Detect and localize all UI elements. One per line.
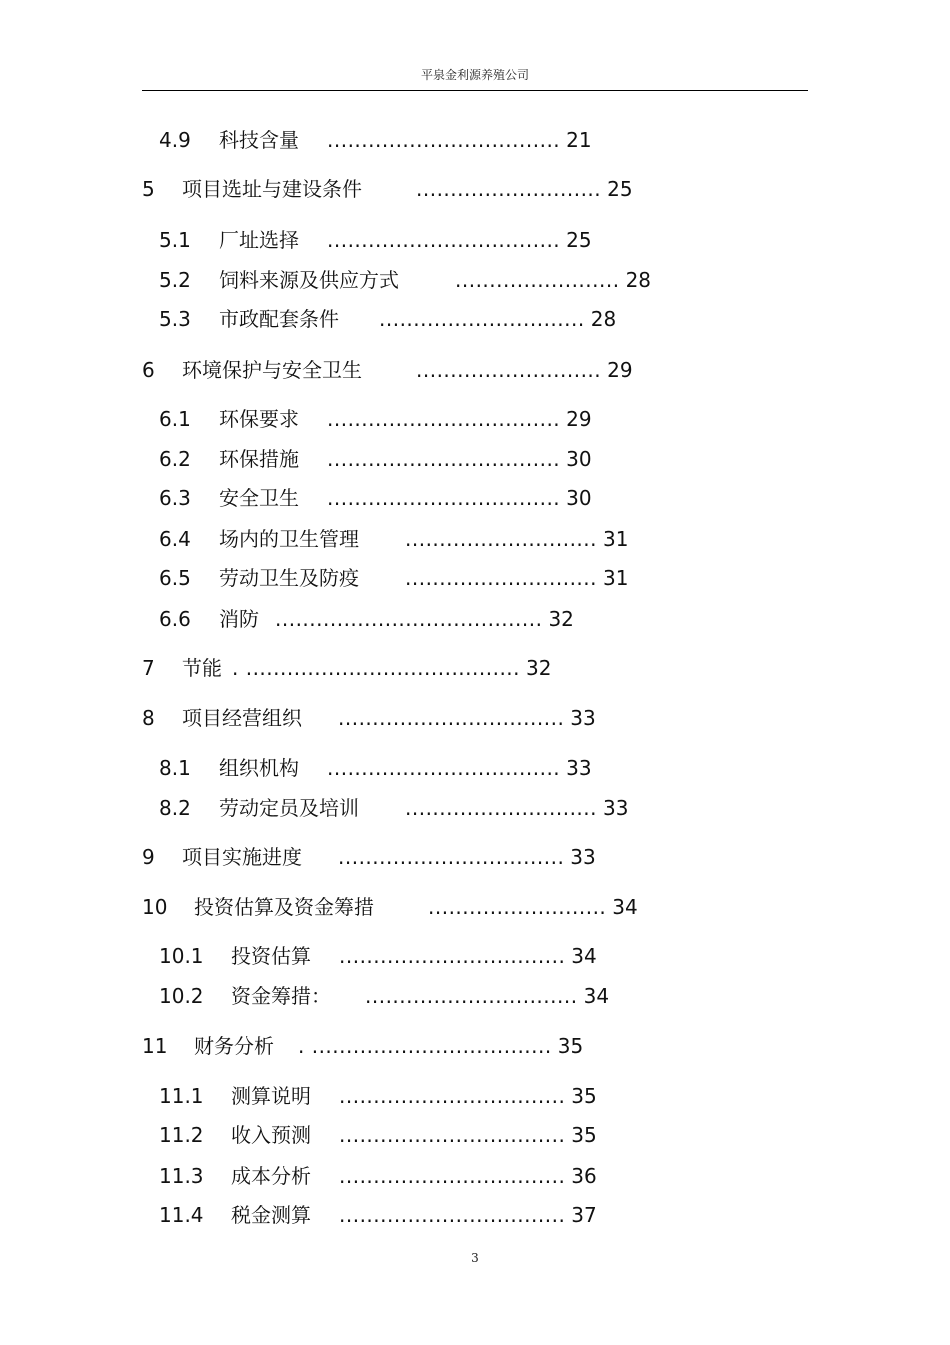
- toc-number: 6.4: [159, 527, 191, 551]
- toc-number: 11.1: [159, 1084, 204, 1108]
- toc-page: 32: [548, 607, 574, 631]
- toc-number: 5.3: [159, 307, 191, 331]
- toc-entry[interactable]: [159, 1200, 597, 1230]
- toc-title: 节能: [182, 656, 222, 680]
- toc-leader: ............................: [405, 527, 598, 551]
- toc-number: 5.1: [159, 228, 191, 252]
- toc-leader: .................................: [339, 1123, 566, 1147]
- toc-entry[interactable]: [159, 793, 628, 823]
- toc-leader: ..................................: [327, 128, 561, 152]
- toc-page: 34: [583, 984, 610, 1008]
- toc-page: 33: [570, 845, 596, 869]
- toc-entry[interactable]: [159, 225, 592, 255]
- toc-number: 6.3: [159, 486, 191, 510]
- toc-number: 8.1: [159, 756, 191, 780]
- toc-number: 5.2: [159, 268, 191, 292]
- toc-leader: ..............................: [379, 307, 585, 331]
- toc-page: 28: [590, 307, 617, 331]
- header-divider: [142, 90, 808, 91]
- toc-number: 9: [142, 845, 155, 869]
- toc-title: 收入预测: [231, 1123, 311, 1147]
- toc-entry[interactable]: [159, 604, 574, 634]
- toc-title: 投资估算: [231, 944, 311, 968]
- toc-title: 测算说明: [231, 1084, 311, 1108]
- toc-title: 财务分析: [194, 1034, 274, 1058]
- toc-page: 21: [566, 128, 592, 152]
- toc-number: 8.2: [159, 796, 191, 820]
- toc-number: 11.3: [159, 1164, 204, 1188]
- toc-leader: . ........................................: [232, 656, 521, 680]
- toc-leader: ........................: [455, 268, 620, 292]
- toc-leader: ............................: [405, 566, 598, 590]
- toc-page: 33: [566, 756, 592, 780]
- toc-page: 34: [612, 895, 638, 919]
- toc-leader: .................................: [338, 706, 565, 730]
- toc-number: 11.2: [159, 1123, 204, 1147]
- toc-entry[interactable]: [159, 125, 592, 155]
- toc-page: 30: [566, 447, 592, 471]
- toc-leader: .................................: [339, 1164, 566, 1188]
- toc-number: 10: [142, 895, 168, 919]
- toc-page: 33: [603, 796, 629, 820]
- toc-page: 35: [571, 1123, 597, 1147]
- toc-page: 31: [603, 527, 629, 551]
- toc-leader: .................................: [339, 1084, 566, 1108]
- toc-leader: ............................: [405, 796, 598, 820]
- toc-entry[interactable]: [142, 653, 551, 683]
- toc-number: 11: [142, 1034, 168, 1058]
- toc-number: 11.4: [159, 1203, 204, 1227]
- toc-entry[interactable]: [159, 753, 592, 783]
- toc-leader: ...........................: [416, 358, 602, 382]
- toc-entry[interactable]: [159, 1161, 597, 1191]
- toc-title: 税金测算: [231, 1203, 311, 1227]
- toc-title: 厂址选择: [219, 228, 299, 252]
- toc-number: 4.9: [159, 128, 191, 152]
- toc-title: 项目经营组织: [182, 706, 302, 730]
- toc-entry[interactable]: [159, 265, 651, 295]
- toc-entry[interactable]: [142, 174, 633, 204]
- toc-leader: ..................................: [327, 407, 561, 431]
- toc-entry[interactable]: [159, 404, 592, 434]
- toc-entry[interactable]: [159, 1081, 597, 1111]
- toc-page: 37: [571, 1203, 597, 1227]
- toc-leader: ..........................: [428, 895, 607, 919]
- toc-number: 7: [142, 656, 155, 680]
- toc-title: 环境保护与安全卫生: [182, 358, 362, 382]
- toc-page: 36: [571, 1164, 597, 1188]
- toc-leader: .................................: [339, 1203, 566, 1227]
- toc-entry[interactable]: [142, 355, 633, 385]
- toc-entry[interactable]: [159, 304, 616, 334]
- page-number: 3: [471, 1251, 479, 1265]
- toc-page: 32: [526, 656, 552, 680]
- toc-title: 消防: [219, 607, 259, 631]
- toc-title: 场内的卫生管理: [219, 527, 359, 551]
- toc-title: 项目选址与建设条件: [182, 177, 362, 201]
- toc-title: 组织机构: [219, 756, 299, 780]
- toc-leader: ...........................: [416, 177, 602, 201]
- toc-number: 10.1: [159, 944, 204, 968]
- toc-entry[interactable]: [159, 941, 597, 971]
- toc-title: 饲料来源及供应方式: [219, 268, 399, 292]
- toc-entry[interactable]: [159, 563, 628, 593]
- toc-page: 29: [607, 358, 633, 382]
- toc-number: 5: [142, 177, 155, 201]
- toc-number: 6.2: [159, 447, 191, 471]
- toc-entry[interactable]: [159, 524, 628, 554]
- toc-leader: ...............................: [365, 984, 578, 1008]
- toc-page: 30: [566, 486, 592, 510]
- toc-title: 资金筹措：: [231, 984, 331, 1008]
- toc-number: 6.5: [159, 566, 191, 590]
- toc-page: 31: [603, 566, 629, 590]
- toc-leader: . ...................................: [298, 1034, 552, 1058]
- toc-number: 8: [142, 706, 155, 730]
- toc-number: 6.1: [159, 407, 191, 431]
- toc-leader: ..................................: [327, 228, 561, 252]
- toc-title: 劳动定员及培训: [219, 796, 359, 820]
- toc-title: 安全卫生: [219, 486, 299, 510]
- toc-page: 29: [566, 407, 592, 431]
- page-header: 平泉金利源养殖公司: [420, 68, 529, 82]
- toc-entry[interactable]: [159, 1120, 597, 1150]
- toc-leader: ..................................: [327, 447, 561, 471]
- toc-title: 环保措施: [219, 447, 299, 471]
- toc-entry[interactable]: [142, 1031, 583, 1061]
- toc-page: 35: [557, 1034, 584, 1058]
- toc-page: 35: [571, 1084, 597, 1108]
- toc-entry[interactable]: [142, 892, 638, 922]
- toc-page: 28: [625, 268, 652, 292]
- toc-title: 项目实施进度: [182, 845, 302, 869]
- toc-title: 科技含量: [219, 128, 299, 152]
- toc-leader: .................................: [339, 944, 566, 968]
- toc-entry[interactable]: [159, 444, 592, 474]
- toc-leader: .......................................: [275, 607, 543, 631]
- toc-page: 25: [607, 177, 633, 201]
- toc-page: 33: [570, 706, 596, 730]
- toc-leader: ..................................: [327, 486, 561, 510]
- toc-number: 6.6: [159, 607, 191, 631]
- toc-number: 10.2: [159, 984, 204, 1008]
- toc-title: 环保要求: [219, 407, 299, 431]
- toc-title: 成本分析: [231, 1164, 311, 1188]
- toc-entry[interactable]: [142, 842, 596, 872]
- toc-title: 劳动卫生及防疫: [219, 566, 359, 590]
- toc-leader: ..................................: [327, 756, 561, 780]
- toc-entry[interactable]: [142, 703, 596, 733]
- toc-leader: .................................: [338, 845, 565, 869]
- toc-number: 6: [142, 358, 155, 382]
- toc-entry[interactable]: [159, 981, 609, 1011]
- toc-page: 34: [571, 944, 597, 968]
- toc-entry[interactable]: [159, 483, 592, 513]
- toc-title: 投资估算及资金筹措: [194, 895, 374, 919]
- toc-title: 市政配套条件: [219, 307, 339, 331]
- toc-page: 25: [566, 228, 592, 252]
